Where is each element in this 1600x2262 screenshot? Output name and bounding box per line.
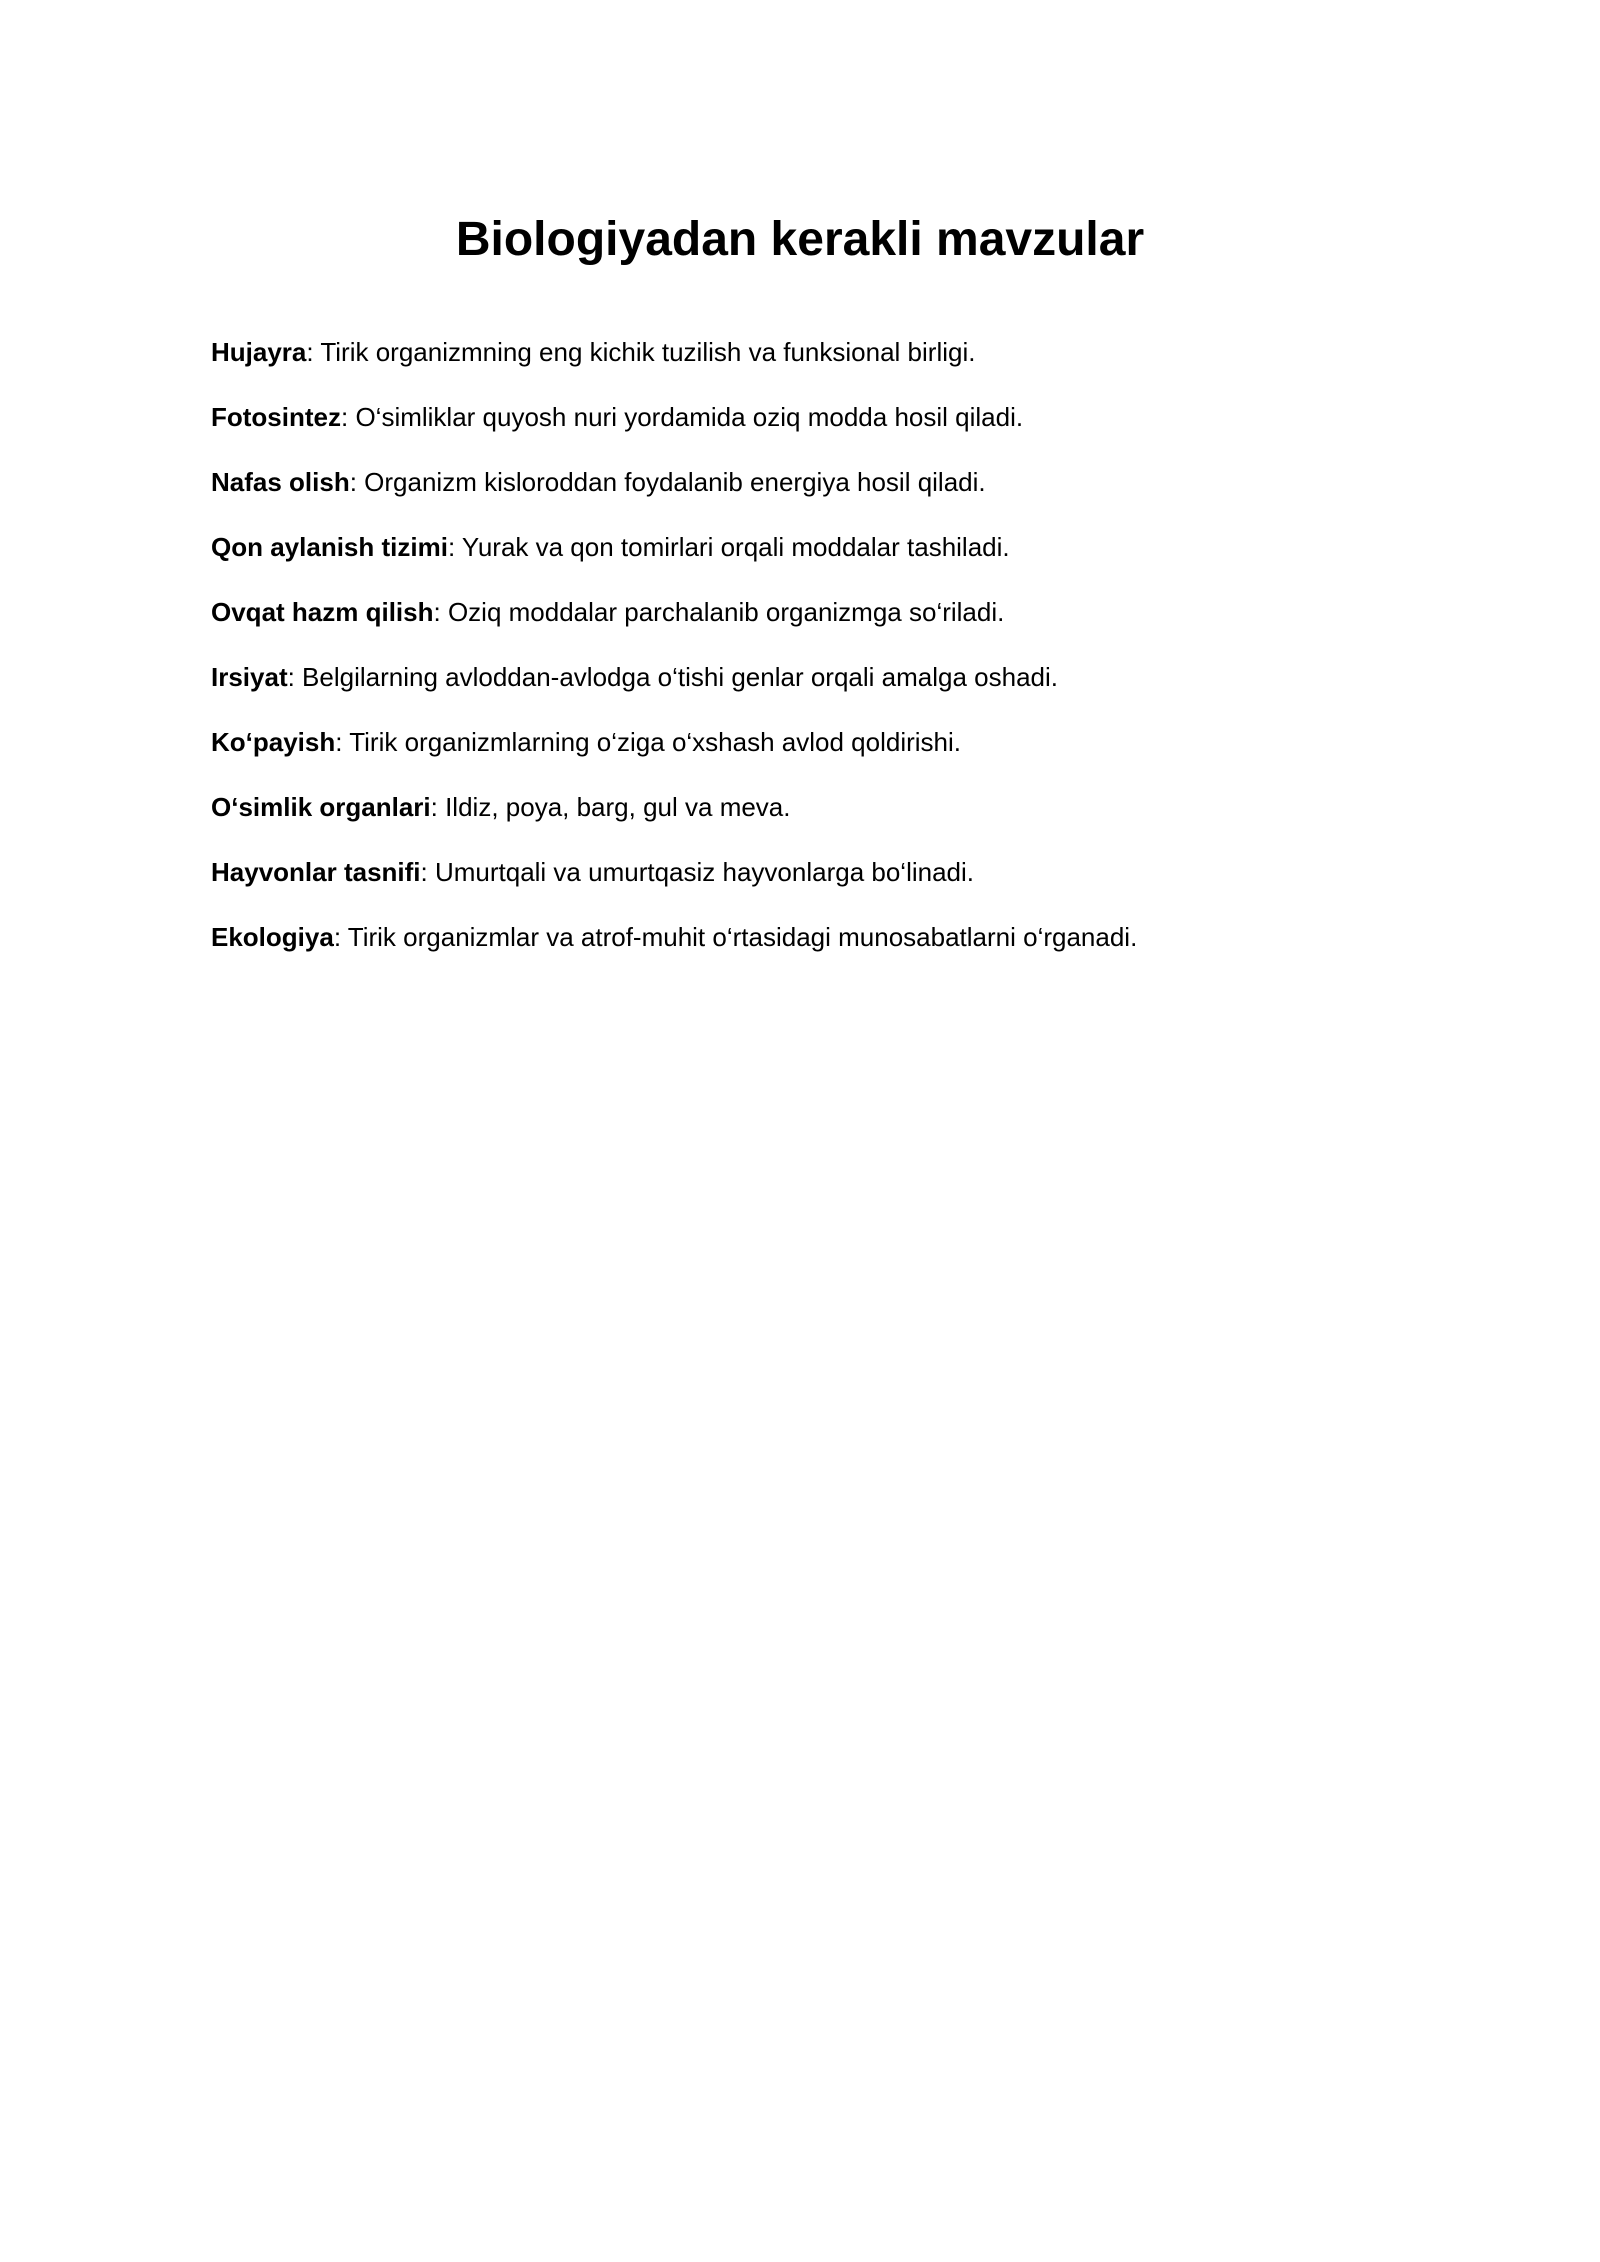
term-definition: : Ildiz, poya, barg, gul va meva. (430, 792, 791, 822)
term-definition: : Belgilarning avloddan-avlodga o‘tishi genlar orqali amalga oshadi. (287, 662, 1058, 692)
term-name: Ovqat hazm qilish (211, 597, 434, 627)
term-definition: : Tirik organizmning eng kichik tuzilish va funksional birligi. (306, 337, 976, 367)
term-name: Qon aylanish tizimi (211, 532, 448, 562)
term-name: Nafas olish (211, 467, 350, 497)
term-item-qon-aylanish-tizimi (211, 527, 1411, 592)
term-item-ovqat-hazm-qilish (211, 592, 1411, 657)
term-definition: : Organizm kisloroddan foydalanib energiya hosil qiladi. (349, 467, 986, 497)
term-definition: : O‘simliklar quyosh nuri yordamida oziq modda hosil qiladi. (341, 402, 1024, 432)
term-item-ekologiya (211, 917, 1411, 982)
term-item-irsiyat (211, 657, 1411, 722)
term-definition: : Yurak va qon tomirlari orqali moddalar tashiladi. (447, 532, 1010, 562)
term-name: O‘simlik organlari (211, 792, 431, 822)
term-item-hayvonlar-tasnifi (211, 852, 1411, 917)
term-name: Irsiyat (211, 662, 288, 692)
term-name: Ko‘payish (211, 727, 336, 757)
term-item-nafas-olish (211, 462, 1411, 527)
term-definition: : Oziq moddalar parchalanib organizmga so‘riladi. (433, 597, 1005, 627)
terms-list (211, 332, 1411, 982)
term-item-osimlik-organlari (211, 787, 1411, 852)
term-item-kopayish (211, 722, 1411, 787)
term-item-fotosintez (211, 397, 1411, 462)
term-item-hujayra (211, 332, 1411, 397)
term-definition: : Tirik organizmlarning o‘ziga o‘xshash avlod qoldirishi. (335, 727, 961, 757)
term-name: Hayvonlar tasnifi (211, 857, 421, 887)
term-name: Hujayra (211, 337, 307, 367)
term-name: Ekologiya (211, 922, 334, 952)
term-definition: : Umurtqali va umurtqasiz hayvonlarga bo‘linadi. (420, 857, 975, 887)
term-definition: : Tirik organizmlar va atrof-muhit o‘rtasidagi munosabatlarni o‘rganadi. (333, 922, 1138, 952)
page-title: Biologiyadan kerakli mavzular (455, 213, 1145, 266)
term-name: Fotosintez (211, 402, 341, 432)
